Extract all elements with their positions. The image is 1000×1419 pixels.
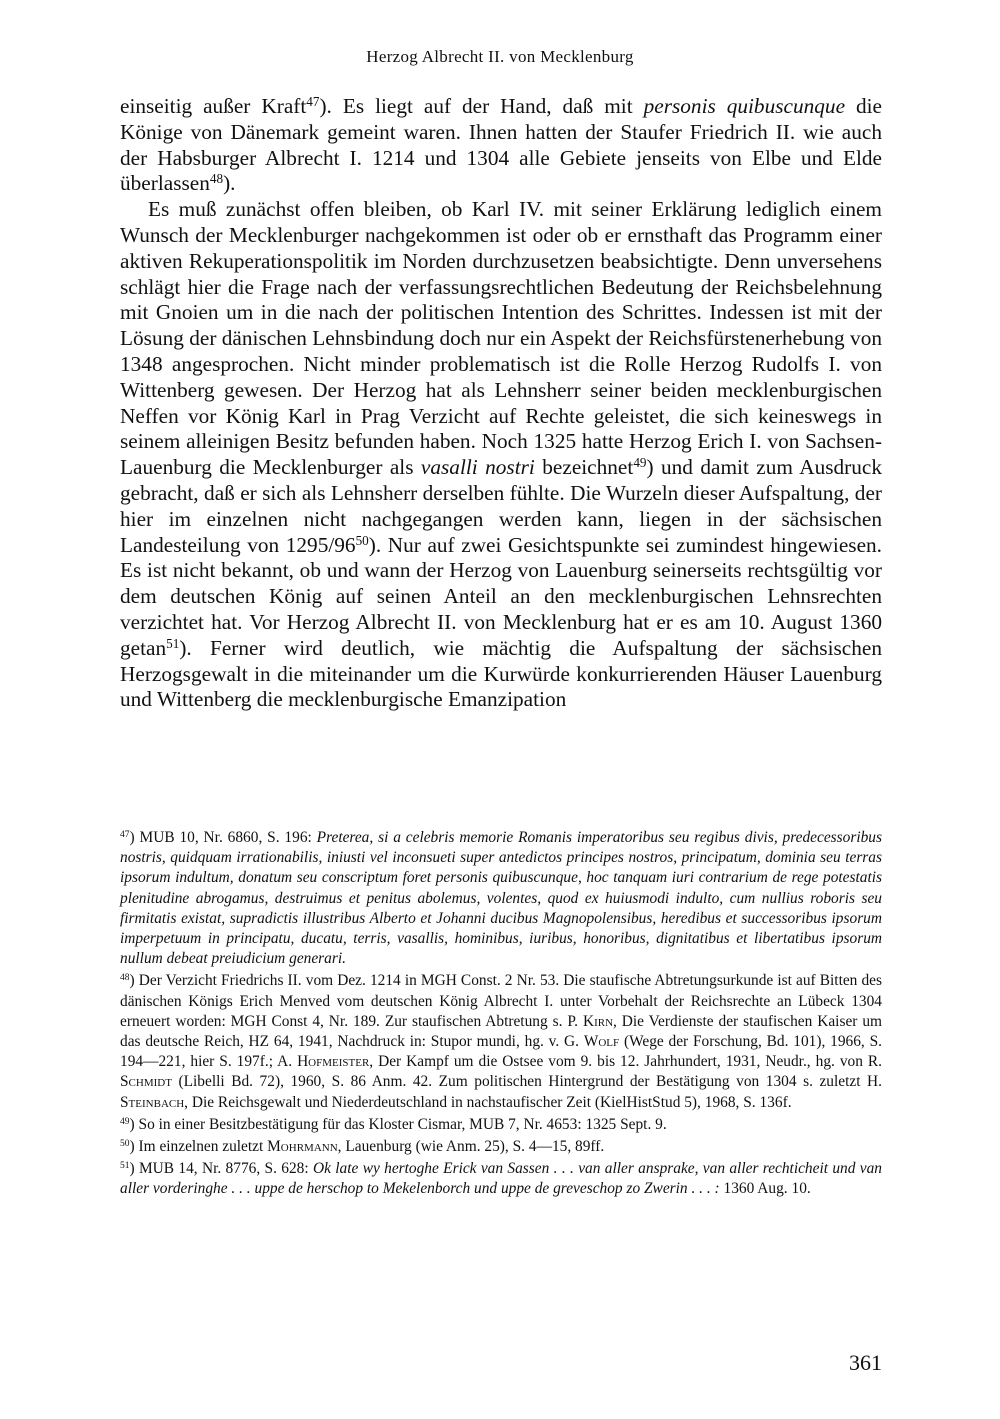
author-name: Steinbach bbox=[120, 1093, 185, 1111]
italic-term: vasalli nostri bbox=[420, 455, 535, 480]
text-run: 1360 Aug. 10. bbox=[719, 1180, 811, 1198]
text-run: , Der Kampf um die Ostsee vom 9. bis 12. Jahrhundert, 1931, Neudr., hg. von R. bbox=[369, 1053, 882, 1071]
paragraph-2 bbox=[120, 197, 882, 713]
footnote-47 bbox=[120, 828, 882, 969]
text-run: ) MUB 14, Nr. 8776, S. 628: bbox=[129, 1160, 313, 1178]
footnotes bbox=[120, 828, 882, 1202]
footnote-ref-51[interactable]: 51 bbox=[166, 635, 180, 651]
page-number: 361 bbox=[849, 1350, 882, 1375]
footnote-51 bbox=[120, 1159, 882, 1199]
text-run: (Libelli Bd. 72), 1960, S. 86 Anm. 42. Zum politischen Hintergrund der Bestätigung von 1304 s. zuletzt H. bbox=[171, 1073, 882, 1091]
text-run: ) Im einzelnen zuletzt bbox=[129, 1138, 268, 1156]
text-run: ) MUB 10, Nr. 6860, S. 196: bbox=[129, 829, 317, 846]
text-run: ) So in einer Besitzbestätigung für das Kloster Cismar, MUB 7, Nr. 4653: 1325 Sept. 9. bbox=[129, 1115, 667, 1133]
footnote-50 bbox=[120, 1137, 882, 1157]
running-header: Herzog Albrecht II. von Mecklenburg bbox=[366, 47, 634, 66]
italic-quote: Preterea, si a celebris memorie Romanis imperatoribus seu regibus divis, predecessoribus nostris, quidquam irrationabilis, iniusti vel inconsueti super antedictos principes nostros, principatum, dominia seu terras ipsorum indultum, donatum seu conscriptum foret personis quibuscunque, hoc tanquam iuri contrarium de rege potestatis plenitudine abrogamus, destruimus et penitus abolemus, volentes, quod ex huiusmodi indulto, cum nullius roboris seu firmitatis existat, supradictis illustribus Alberto et Johanni ducibus Magnopolensibus, heredibus et successoribus ipsorum imperpetuum in principatu, ducatu, terris, vasallis, hominibus, iuribus, honoribus, dignitatibus et libertatibus ipsorum nullum debeat preiudicium generari. bbox=[120, 829, 882, 968]
italic-term: personis quibuscunque bbox=[643, 94, 846, 118]
footnote-ref-49[interactable]: 49 bbox=[633, 454, 647, 470]
footnote-ref-47[interactable]: 47 bbox=[306, 93, 320, 109]
text-run: , Die Verdienste der staufischen Kaiser um das deutsche Reich, HZ 64, 1941, Nachdruck in: Stupor mundi, hg. v. G. bbox=[120, 1012, 882, 1051]
author-name: Kirn bbox=[582, 1012, 614, 1030]
author-name: Wolf bbox=[583, 1033, 620, 1051]
text-run: ). bbox=[223, 171, 236, 196]
text-run: Es muß zunächst offen bleiben, ob Karl IV. mit seiner Erklärung lediglich einem Wunsch der Mecklenburger nachgekommen ist oder ob er ernsthaft das Programm einer aktiven Rekuperationspolitik im Norden durchzusetzen beabsichtigte. Denn unversehens schlägt hier die Frage nach der verfassungsrechtlichen Bedeutung der Reichsbelehnung mit Gnoien um in die nach der politischen Intention des Schrittes. Indessen ist mit der Lösung der dänischen Lehnsbindung doch nur ein Aspekt der Reichsfürstenerhebung von 1348 angesprochen. Nicht minder problematisch ist die Rolle Herzog Rudolfs I. von Wittenberg gewesen. Der Herzog hat als Lehnsherr seiner beiden mecklenburgischen Neffen vor König Karl in Prag Verzicht auf Rechte geleistet, die sich keineswegs in seinem alleinigen Besitz befunden haben. Noch 1325 hatte Herzog Erich I. von Sachsen-Lauenburg die Mecklenburger als bbox=[120, 197, 882, 480]
footnote-mark: 50 bbox=[120, 1137, 130, 1149]
text-run: die Könige von Dänemark gemeint waren. Ihnen hatten der Staufer Friedrich II. wie auch der Habsburger Albrecht I. 1214 und 1304 alle Gebiete jenseits von Elbe und Elde überlassen bbox=[120, 94, 882, 196]
footnote-mark: 47 bbox=[120, 828, 130, 840]
footnote-mark: 51 bbox=[120, 1160, 130, 1171]
main-text bbox=[120, 94, 882, 713]
footnote-ref-48[interactable]: 48 bbox=[209, 171, 224, 187]
footnote-mark: 49 bbox=[120, 1115, 130, 1127]
text-run: , Lauenburg (wie Anm. 25), S. 4—15, 89ff. bbox=[337, 1138, 605, 1156]
text-run: einseitig außer Kraft bbox=[120, 94, 307, 118]
footnote-48 bbox=[120, 971, 882, 1112]
italic-quote: Ok late wy hertoghe Erick van Sassen . . . van aller ansprake, van aller rechticheit und van aller vorderinghe . . . uppe de herschop to Mekelenborch und uppe de greveschop zo Zwerin . . . : bbox=[120, 1160, 882, 1198]
text-run: ) Der Verzicht Friedrichs II. vom Dez. 1214 in MGH Const. 2 Nr. 53. Die staufische Abtretungsurkunde ist auf Bitten des dänischen Königs Erich Menved vom deutschen König Albrecht I. unter Vorbehalt der Reichsrechte an Lübeck 1304 erneuert worden: MGH Const 4, Nr. 189. Zur staufischen Abtretung s. P. bbox=[120, 972, 882, 1030]
paragraph-1 bbox=[120, 94, 882, 197]
author-name: Hofmeister bbox=[297, 1053, 370, 1071]
footnote-mark: 48 bbox=[120, 972, 130, 984]
footnote-ref-50[interactable]: 50 bbox=[355, 532, 369, 548]
author-name: Schmidt bbox=[120, 1073, 172, 1091]
text-run: (Wege der Forschung, Bd. 101), 1966, S. 194—221, hier S. 197f.; A. bbox=[120, 1033, 882, 1071]
text-run: ). Nur auf zwei Gesichtspunkte sei zumindest hingewiesen. Es ist nicht bekannt, ob und wann der Herzog von Lauenburg seinerseits rechtsgültig vor dem deutschen König auf seinen Anteil an den mecklenburgischen Lehnsrechten verzichtet hat. Vor Herzog Albrecht II. von Mecklenburg hat er es am 10. August 1360 getan bbox=[120, 532, 882, 660]
text-run: ) und damit zum Ausdruck gebracht, daß er sich als Lehnsherr derselben fühlte. Die Wurzeln dieser Aufspaltung, der hier im einzelnen nicht nachgegangen werden kann, liegen in der sächsischen Landesteilung von 1295/96 bbox=[120, 455, 883, 557]
text-run: ). Es liegt auf der Hand, daß mit bbox=[319, 94, 644, 118]
author-name: Mohrmann bbox=[267, 1138, 338, 1156]
text-run: , Die Reichsgewalt und Niederdeutschland in nachstaufischer Zeit (KielHistStud 5), 1968, S. 136f. bbox=[184, 1093, 792, 1111]
footnote-49 bbox=[120, 1115, 882, 1135]
text-run: bezeichnet bbox=[534, 455, 634, 480]
text-run: ). Ferner wird deutlich, wie mächtig die Aufspaltung der sächsischen Herzogsgewalt in die miteinander um die Kurwürde konkurrierenden Häuser Lauenburg und Wittenberg die mecklenburgische Emanzipation bbox=[120, 635, 882, 712]
